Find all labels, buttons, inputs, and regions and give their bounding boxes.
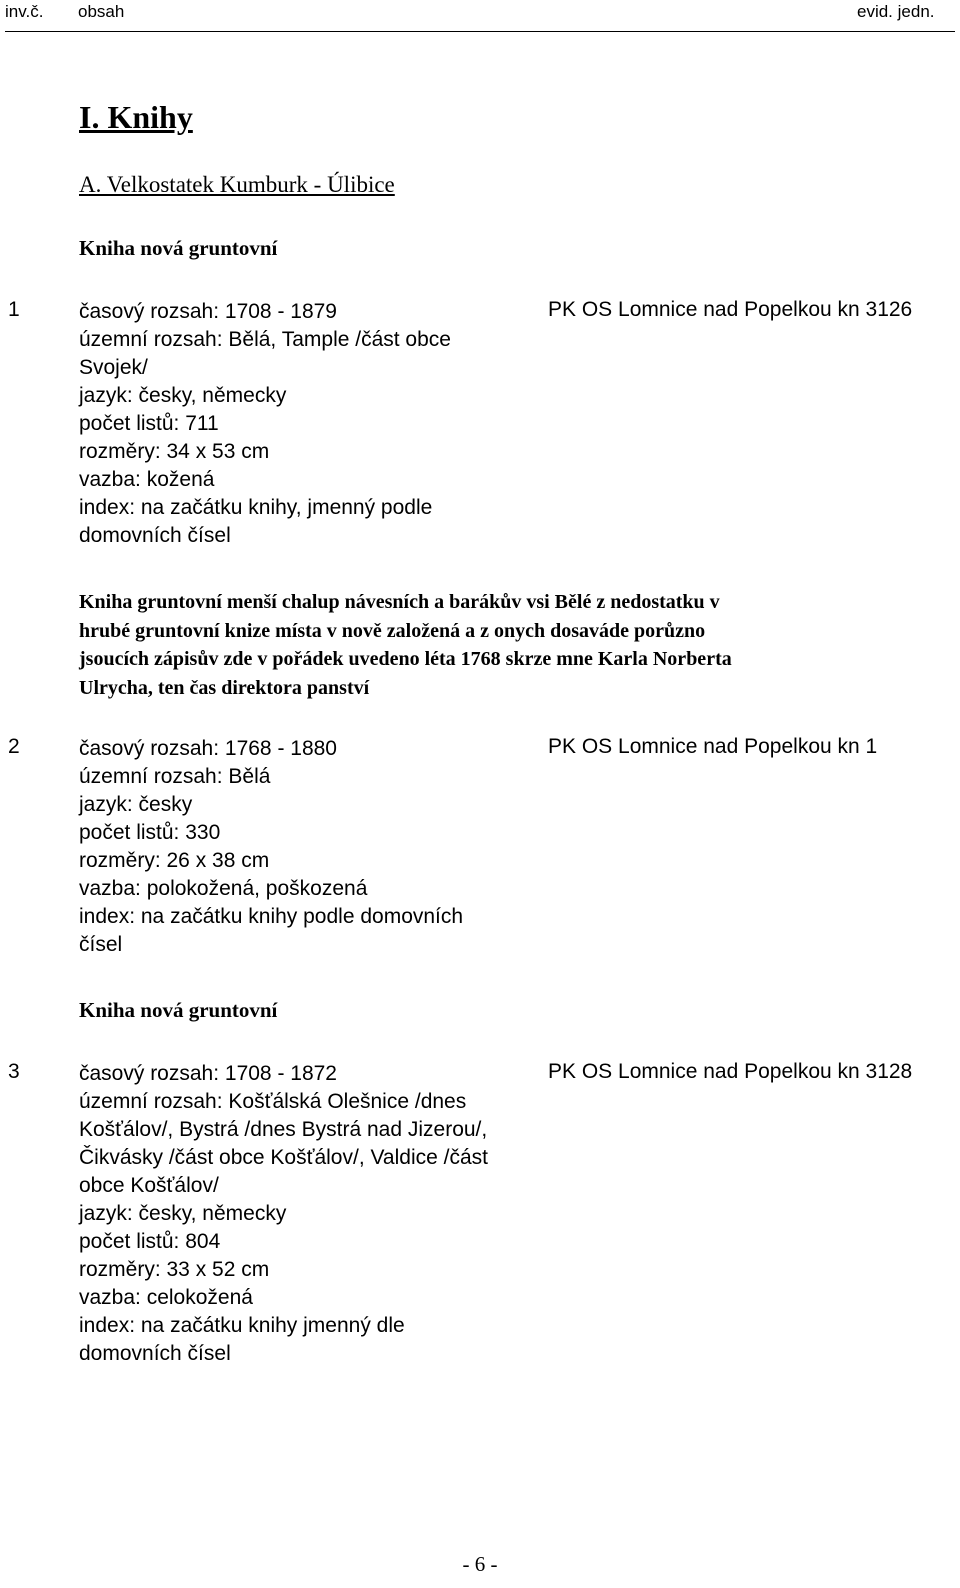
entry-line: jazyk: česky xyxy=(79,793,193,816)
entry-line: Košťálov/, Bystrá /dnes Bystrá nad Jizerou/, xyxy=(79,1118,488,1141)
page-subtitle: A. Velkostatek Kumburk - Úlibice xyxy=(79,172,395,197)
entry-line: vazba: polokožená, poškozená xyxy=(79,877,368,900)
entry-line: územní rozsah: Košťálská Olešnice /dnes xyxy=(79,1090,467,1113)
entry-number: 3 xyxy=(8,1060,20,1083)
entry-number: 1 xyxy=(8,298,20,321)
entry-line: Svojek/ xyxy=(79,356,148,379)
entry-details xyxy=(79,735,463,959)
book-title-note xyxy=(79,588,919,702)
note-line: Ulrycha, ten čas direktora panství xyxy=(79,676,370,699)
entry-line: územní rozsah: Bělá, Tample /část obce xyxy=(79,328,451,351)
entry-number: 2 xyxy=(8,735,20,758)
entry-line: rozměry: 26 x 38 cm xyxy=(79,849,270,872)
entry-line: vazba: celokožená xyxy=(79,1286,253,1309)
entry-line: domovních čísel xyxy=(79,524,231,547)
note-line: hrubé gruntovní knize místa v nově založená a z onych dosaváde porůzno xyxy=(79,619,706,642)
note-line: jsoucích zápisův zde v pořádek uvedeno léta 1768 skrze mne Karla Norberta xyxy=(79,648,732,670)
entry-line: časový rozsah: 1768 - 1880 xyxy=(79,737,337,760)
entry-line: index: na začátku knihy podle domovních xyxy=(79,905,464,928)
section-heading: Kniha nová gruntovní xyxy=(79,236,278,260)
entry-line: vazba: kožená xyxy=(79,468,215,491)
entry-line: časový rozsah: 1708 - 1872 xyxy=(79,1062,337,1085)
entry-line: obce Košťálov/ xyxy=(79,1174,219,1197)
entry-details xyxy=(79,298,451,550)
content-column-header: obsah xyxy=(78,2,125,21)
entry-line: počet listů: 330 xyxy=(79,821,221,844)
entry-line: počet listů: 711 xyxy=(79,412,219,435)
entry-signature: PK OS Lomnice nad Popelkou kn 3128 xyxy=(548,1060,913,1083)
entry-line: počet listů: 804 xyxy=(79,1230,221,1253)
note-line: Kniha gruntovní menší chalup návesních a barákův vsi Bělé z nedostatku v xyxy=(79,591,720,613)
entry-line: index: na začátku knihy, jmenný podle xyxy=(79,496,433,519)
entry-signature: PK OS Lomnice nad Popelkou kn 3126 xyxy=(548,298,913,321)
entry-line: jazyk: česky, německy xyxy=(79,384,287,407)
entry-line: rozměry: 33 x 52 cm xyxy=(79,1258,270,1281)
evid-unit-column-header: evid. jedn. xyxy=(857,2,935,21)
section-heading: Kniha nová gruntovní xyxy=(79,998,278,1022)
entry-line: domovních čísel xyxy=(79,1342,231,1365)
entry-line: Čikvásky /část obce Košťálov/, Valdice /část xyxy=(79,1146,488,1169)
header-rule xyxy=(5,31,955,32)
inv-number-column-header: inv.č. xyxy=(5,2,44,21)
entry-details xyxy=(79,1060,488,1368)
entry-line: index: na začátku knihy jmenný dle xyxy=(79,1314,405,1337)
entry-signature: PK OS Lomnice nad Popelkou kn 1 xyxy=(548,735,878,758)
entry-line: rozměry: 34 x 53 cm xyxy=(79,440,270,463)
entry-line: jazyk: česky, německy xyxy=(79,1202,287,1225)
entry-line: časový rozsah: 1708 - 1879 xyxy=(79,300,337,323)
entry-line: územní rozsah: Bělá xyxy=(79,765,271,788)
page-title: I. Knihy xyxy=(79,99,193,135)
entry-line: čísel xyxy=(79,933,123,956)
page-number: - 6 - xyxy=(462,1552,498,1576)
